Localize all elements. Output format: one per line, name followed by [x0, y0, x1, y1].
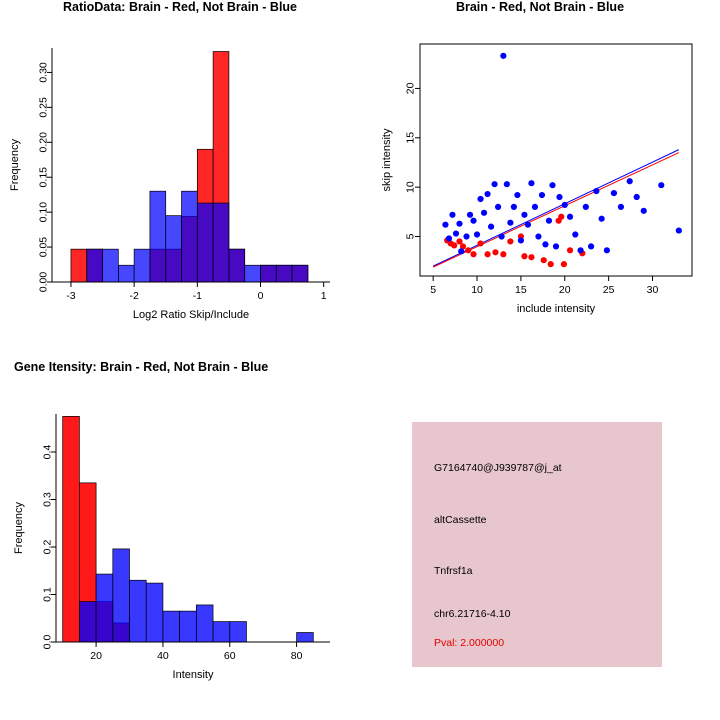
scatter-point [583, 204, 589, 210]
svg-text:0.00: 0.00 [37, 271, 50, 293]
scatter-point [500, 53, 506, 59]
scatter-point [611, 190, 617, 196]
scatter-point [453, 230, 459, 236]
scatter-point [477, 196, 483, 202]
hist-bar [297, 633, 314, 643]
scatter-point [492, 249, 498, 255]
scatter-point [567, 247, 573, 253]
scatter-point [500, 251, 506, 257]
svg-text:Intensity: Intensity [172, 669, 214, 681]
svg-text:0.20: 0.20 [37, 132, 50, 153]
svg-text:0.10: 0.10 [37, 201, 50, 223]
svg-text:0.0: 0.0 [41, 634, 54, 650]
scatter-point [641, 208, 647, 214]
scatter-point [553, 243, 559, 249]
panel-intensity-scatter [360, 0, 720, 360]
scatter-point [511, 204, 517, 210]
svg-text:20: 20 [558, 284, 571, 296]
svg-text:20: 20 [90, 650, 102, 662]
scatter-point [518, 237, 524, 243]
hist-bar [245, 265, 261, 282]
info-event-type: altCassette [434, 514, 487, 526]
svg-text:1: 1 [320, 290, 327, 302]
scatter-point [456, 221, 462, 227]
scatter-point [470, 218, 476, 224]
gene-intensity-plot [0, 374, 360, 710]
ratio-histogram-plot [0, 14, 360, 350]
scatter-point [599, 216, 605, 222]
scatter-plot [360, 14, 720, 350]
scatter-point [463, 233, 469, 239]
scatter-point [556, 194, 562, 200]
scatter-point [572, 231, 578, 237]
panel-info [360, 360, 720, 720]
scatter-point [558, 214, 564, 220]
info-box [412, 422, 662, 667]
hist-bar [71, 249, 87, 282]
scatter-point [495, 204, 501, 210]
scatter-point [528, 254, 534, 260]
scatter-point [442, 222, 448, 228]
scatter-point [541, 257, 547, 263]
svg-text:skip intensity: skip intensity [381, 128, 393, 192]
scatter-point [567, 214, 573, 220]
svg-text:20: 20 [404, 82, 417, 95]
hist-bar [230, 622, 247, 642]
svg-text:80: 80 [290, 650, 303, 662]
scatter-point [561, 261, 567, 267]
svg-text:Frequency: Frequency [9, 139, 21, 191]
panel-gene-intensity-histogram [0, 360, 360, 720]
scatter-point [507, 220, 513, 226]
scatter-point [449, 212, 455, 218]
hist-bar [63, 416, 80, 642]
svg-text:0.3: 0.3 [41, 492, 54, 507]
scatter-point [528, 180, 534, 186]
hist-bar [213, 203, 229, 282]
svg-text:0.30: 0.30 [37, 62, 50, 83]
scatter-point [546, 218, 552, 224]
scatter-point [549, 182, 555, 188]
hist-bar [180, 611, 197, 642]
svg-text:0.25: 0.25 [37, 97, 50, 118]
hist-bar [292, 265, 308, 282]
svg-text:40: 40 [157, 650, 169, 662]
scatter-point [446, 235, 452, 241]
scatter-point [532, 204, 538, 210]
info-locus: chr6.21716-4.10 [434, 608, 511, 620]
scatter-point [507, 238, 513, 244]
svg-text:-1: -1 [192, 290, 202, 302]
scatter-point [525, 222, 531, 228]
svg-text:15: 15 [515, 284, 527, 296]
hist-bar [134, 249, 150, 282]
scatter-point [484, 251, 490, 257]
scatter-point [634, 194, 640, 200]
svg-text:15: 15 [404, 131, 417, 144]
scatter-point [499, 233, 505, 239]
hist-bar [113, 549, 130, 642]
hist-bar [261, 265, 277, 282]
svg-text:60: 60 [223, 650, 236, 662]
scatter-point [470, 251, 476, 257]
hist-bar [213, 622, 230, 642]
hist-bar [229, 249, 245, 282]
hist-bar [150, 191, 166, 282]
hist-bar [96, 574, 113, 642]
scatter-point [484, 191, 490, 197]
scatter-point [521, 212, 527, 218]
svg-text:0: 0 [257, 290, 264, 302]
hist-bar [166, 216, 182, 282]
svg-text:0.05: 0.05 [37, 236, 50, 258]
svg-text:10: 10 [404, 181, 417, 193]
scatter-point [539, 192, 545, 198]
svg-text:Frequency: Frequency [13, 502, 25, 554]
scatter-point [577, 247, 583, 253]
scatter-point [481, 210, 487, 216]
scatter-point [593, 188, 599, 194]
panel-gene-intensity-title: Gene Itensity: Brain - Red, Not Brain - Blue [14, 360, 269, 374]
svg-text:5: 5 [404, 233, 417, 240]
scatter-point [627, 178, 633, 184]
svg-text:25: 25 [602, 284, 615, 296]
hist-bar [130, 580, 147, 642]
panel-scatter-title: Brain - Red, Not Brain - Blue [455, 0, 625, 14]
scatter-point [467, 212, 473, 218]
svg-text:include intensity: include intensity [516, 303, 596, 315]
scatter-point [521, 253, 527, 259]
scatter-point [451, 242, 457, 248]
svg-text:-3: -3 [66, 290, 76, 302]
bars [63, 416, 314, 642]
svg-text:30: 30 [646, 284, 659, 296]
scatter-point [477, 240, 483, 246]
scatter-point [474, 231, 480, 237]
scatter-point [514, 192, 520, 198]
scatter-point [488, 224, 494, 230]
panel-ratio-histogram [0, 0, 360, 360]
scatter-point [458, 248, 464, 254]
hist-bar [79, 602, 96, 642]
scatter-point [562, 202, 568, 208]
svg-text:10: 10 [471, 284, 483, 296]
bars [71, 51, 308, 282]
scatter-point [535, 233, 541, 239]
scatter-point [604, 247, 610, 253]
info-pval: Pval: 2.000000 [434, 637, 505, 649]
scatter-point [676, 227, 682, 233]
scatter-point [548, 261, 554, 267]
scatter-point [465, 247, 471, 253]
hist-bar [276, 265, 292, 282]
panel-ratio-histogram-title: RatioData: Brain - Red, Not Brain - Blue [62, 0, 298, 14]
hist-bar [182, 191, 198, 282]
svg-text:5: 5 [430, 284, 437, 296]
scatter-point [504, 181, 510, 187]
hist-bar [197, 203, 213, 282]
points [442, 53, 682, 268]
info-probeset-id: G7164740@J939787@j_at [434, 462, 562, 474]
svg-text:Log2 Ratio Skip/Include: Log2 Ratio Skip/Include [132, 309, 250, 321]
hist-bar [163, 611, 180, 642]
svg-text:0.2: 0.2 [41, 539, 54, 555]
hist-bar [118, 265, 134, 282]
hist-bar [87, 249, 103, 282]
svg-text:0.15: 0.15 [37, 167, 50, 188]
svg-text:0.1: 0.1 [41, 587, 54, 602]
svg-text:0.4: 0.4 [41, 444, 54, 460]
scatter-point [491, 181, 497, 187]
scatter-point [542, 241, 548, 247]
hist-bar [103, 249, 119, 282]
scatter-point [618, 204, 624, 210]
hist-bar [196, 605, 213, 642]
svg-text:-2: -2 [129, 290, 139, 302]
info-gene-symbol: Tnfrsf1a [434, 565, 473, 577]
scatter-point [658, 182, 664, 188]
scatter-point [588, 243, 594, 249]
hist-bar [146, 583, 163, 642]
